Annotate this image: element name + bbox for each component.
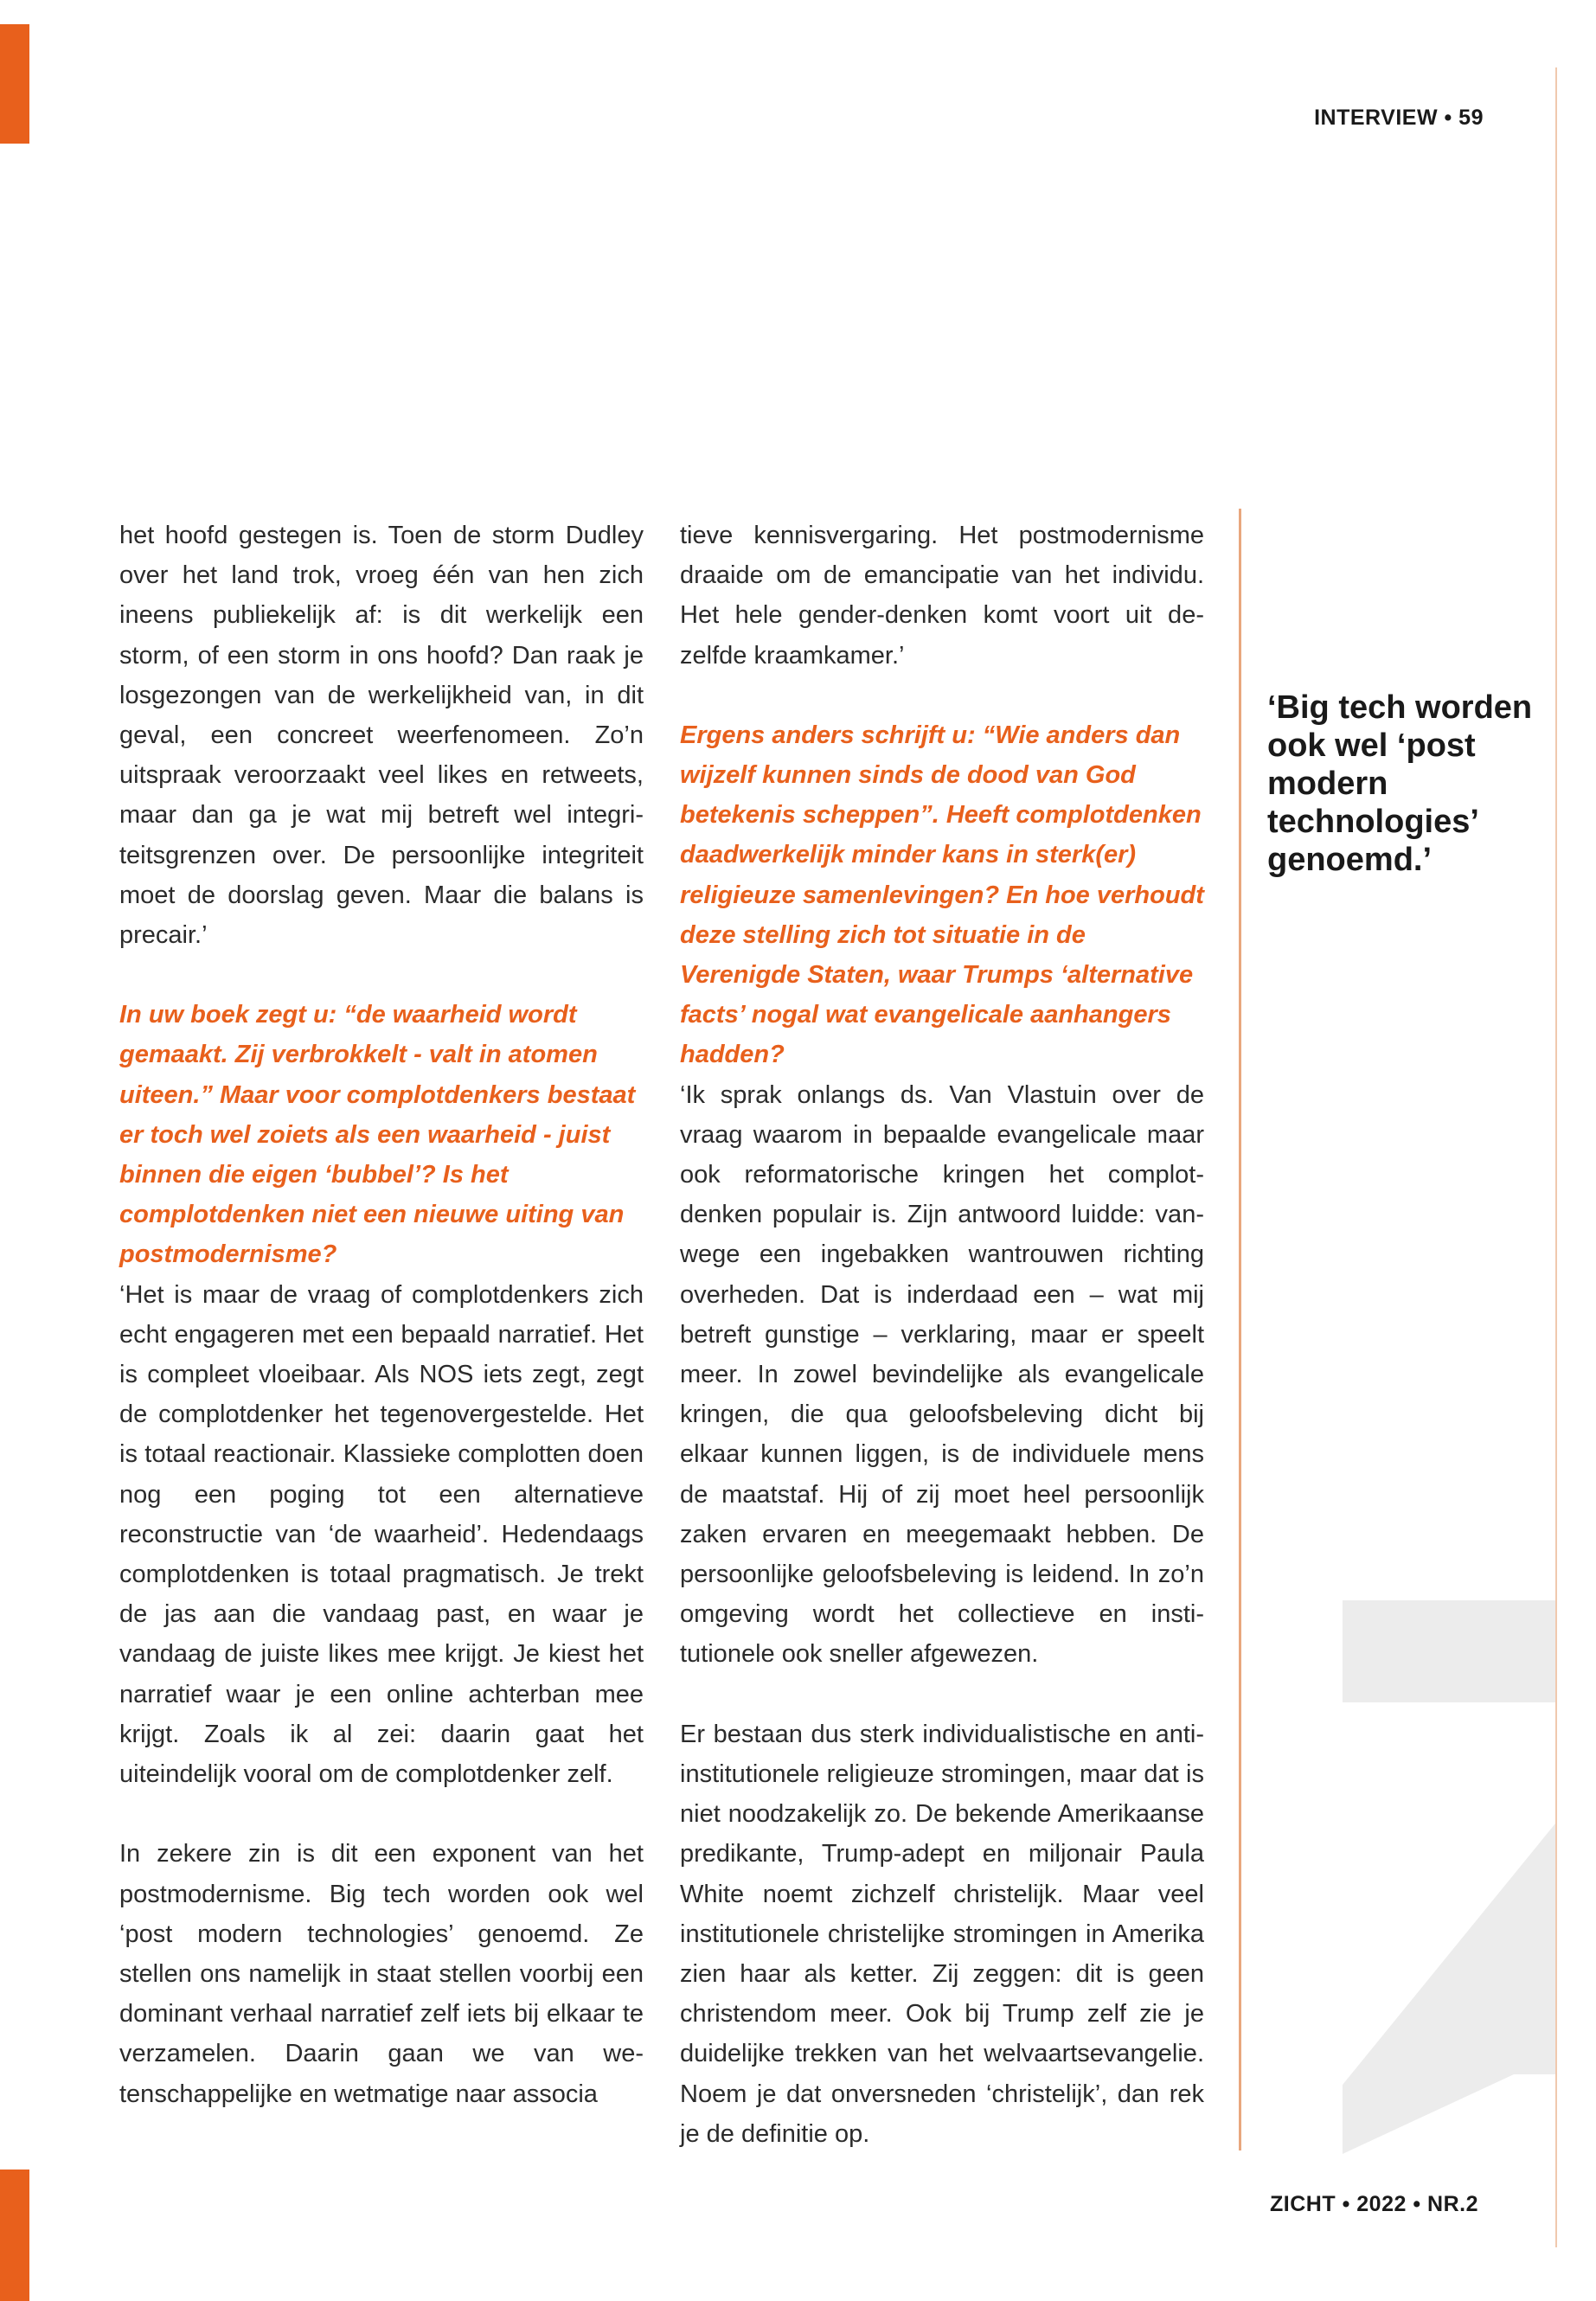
body-paragraph: Er bestaan dus sterk individualistische en anti-institutionele religieuze stromingen, maar dat is niet noodzakelijk zo. De bekende Amerikaanse predikante, Trump-adept en miljonair Paula White noemt zichzelf christelijk. Maar veel institutionele christelijke stromingen in Amerika zien haar als ketter. Zij zeggen: dit is geen christendom meer. Ook bij Trump zelf zie je duidelijke trekken van het welvaartsevangelie. Noem je dat onversneden ‘christelijk’, dan rek je de definitie op. [680,1720,1204,2148]
interview-answer: ‘Het is maar de vraag of complotdenkers zich echt engageren met een bepaald narratief. Het is compleet vloeibaar. Als NOS iets zegt, zegt de complotdenker het tegenovergestelde. Het is totaal reactionair. Klassieke complotten doen nog een poging tot een alternatieve reconstructie van ‘de waarheid’. Hedendaags complotdenken is totaal pragmatisch. Je trekt de jas aan die vandaag past, en waar je vandaag de juiste likes mee krijgt. Je kiest het narratief waar je een online achterban mee krijgt. Zoals ik al zei: daarin gaat het uiteindelijk vooral om de complotdenker zelf. [119,1280,644,1789]
body-paragraph: In zekere zin is dit een exponent van het postmodernisme. Big tech worden ook wel ‘post modern technologies’ genoemd. Ze stellen ons namelijk in staat stellen voorbij een dominant verhaal narratief zelf iets bij elkaar te verzamelen. Daarin gaan we van wetenschappelijke en wetmatige naar associa [119,1840,644,2108]
page-footer: ZICHT • 2022 • NR.2 [1270,2192,1478,2216]
numeral-diagonal [1343,1823,1555,2154]
interview-answer: ‘Ik sprak onlangs ds. Van Vlastuin over de vraag waarom in bepaalde evangelicale maar ook reformatorische kringen het complotdenken populair is. Zijn antwoord luidde: vanwege een ingebakken wantrouwen richting overheden. Dat is inderdaad een – wat mij betreft gunstige – verklaring, maar er speelt meer. In zowel bevindelijke als evangelicale kringen, die qua geloofsbeleving dicht bij elkaar kunnen liggen, is de individuele mens de maatstaf. Hij of zij moet heel persoonlijk zaken ervaren en meegemaakt hebben. De persoonlijke geloofsbeleving is leidend. In zo’n omgeving wordt het collectieve en institutionele ook sneller afgewezen. [680,1080,1204,1669]
page-header: INTERVIEW • 59 [1314,106,1484,130]
interview-question: In uw boek zegt u: “de waarheid wordt gemaakt. Zij verbrokkelt - valt in atomen uiteen.” Maar voor complotdenkers bestaat er toch wel zoiets als een waarheid - juist binnen die eigen ‘bubbel’? Is het complotdenken niet een nieuwe uiting van postmodernisme? [119,1001,636,1269]
body-paragraph: tieve kennisvergaring. Het postmodernisme draaide om de emancipatie van het individu. Het hele gender-denken komt voort uit dezelfde kraamkamer.’ [680,522,1204,670]
sidebar-rule [1239,509,1241,2150]
accent-bar-top [0,24,29,144]
body-paragraph: het hoofd gestegen is. Toen de storm Dudley over het land trok, vroeg één van hen zich ineens publiekelijk af: is dit werkelijk een storm, of een storm in ons hoofd? Dan raak je losgezongen van de werkelijkheid van, in dit geval, een concreet weerfenomeen. Zo’n uitspraak veroorzaakt veel likes en retweets, maar dan ga je wat mij betreft wel integriteitsgrenzen over. De persoonlijke integriteit moet de doorslag geven. Maar die balans is precair.’ [119,522,644,950]
pull-quote: ‘Big tech worden ook wel ‘post modern technologies’ genoemd.’ [1267,689,1533,878]
numeral-top-bar [1343,1600,1555,1702]
decorative-numeral-graphic [1343,1600,1555,2154]
interview-question: Ergens anders schrijft u: “Wie anders dan wijzelf kunnen sinds de dood van God betekenis scheppen”. Heeft complotdenken daadwerkelijk minder kans in sterk(er) religieuze samenlevingen? En hoe verhoudt deze stelling zich tot situatie in de Verenigde Staten, waar Trumps ‘alternative facts’ nogal wat evangelicale aanhangers hadden? [680,721,1204,1069]
accent-bar-bottom [0,2170,29,2301]
page-edge-rule [1555,67,1557,2247]
right-column [680,516,1204,2154]
left-column [119,516,644,2114]
